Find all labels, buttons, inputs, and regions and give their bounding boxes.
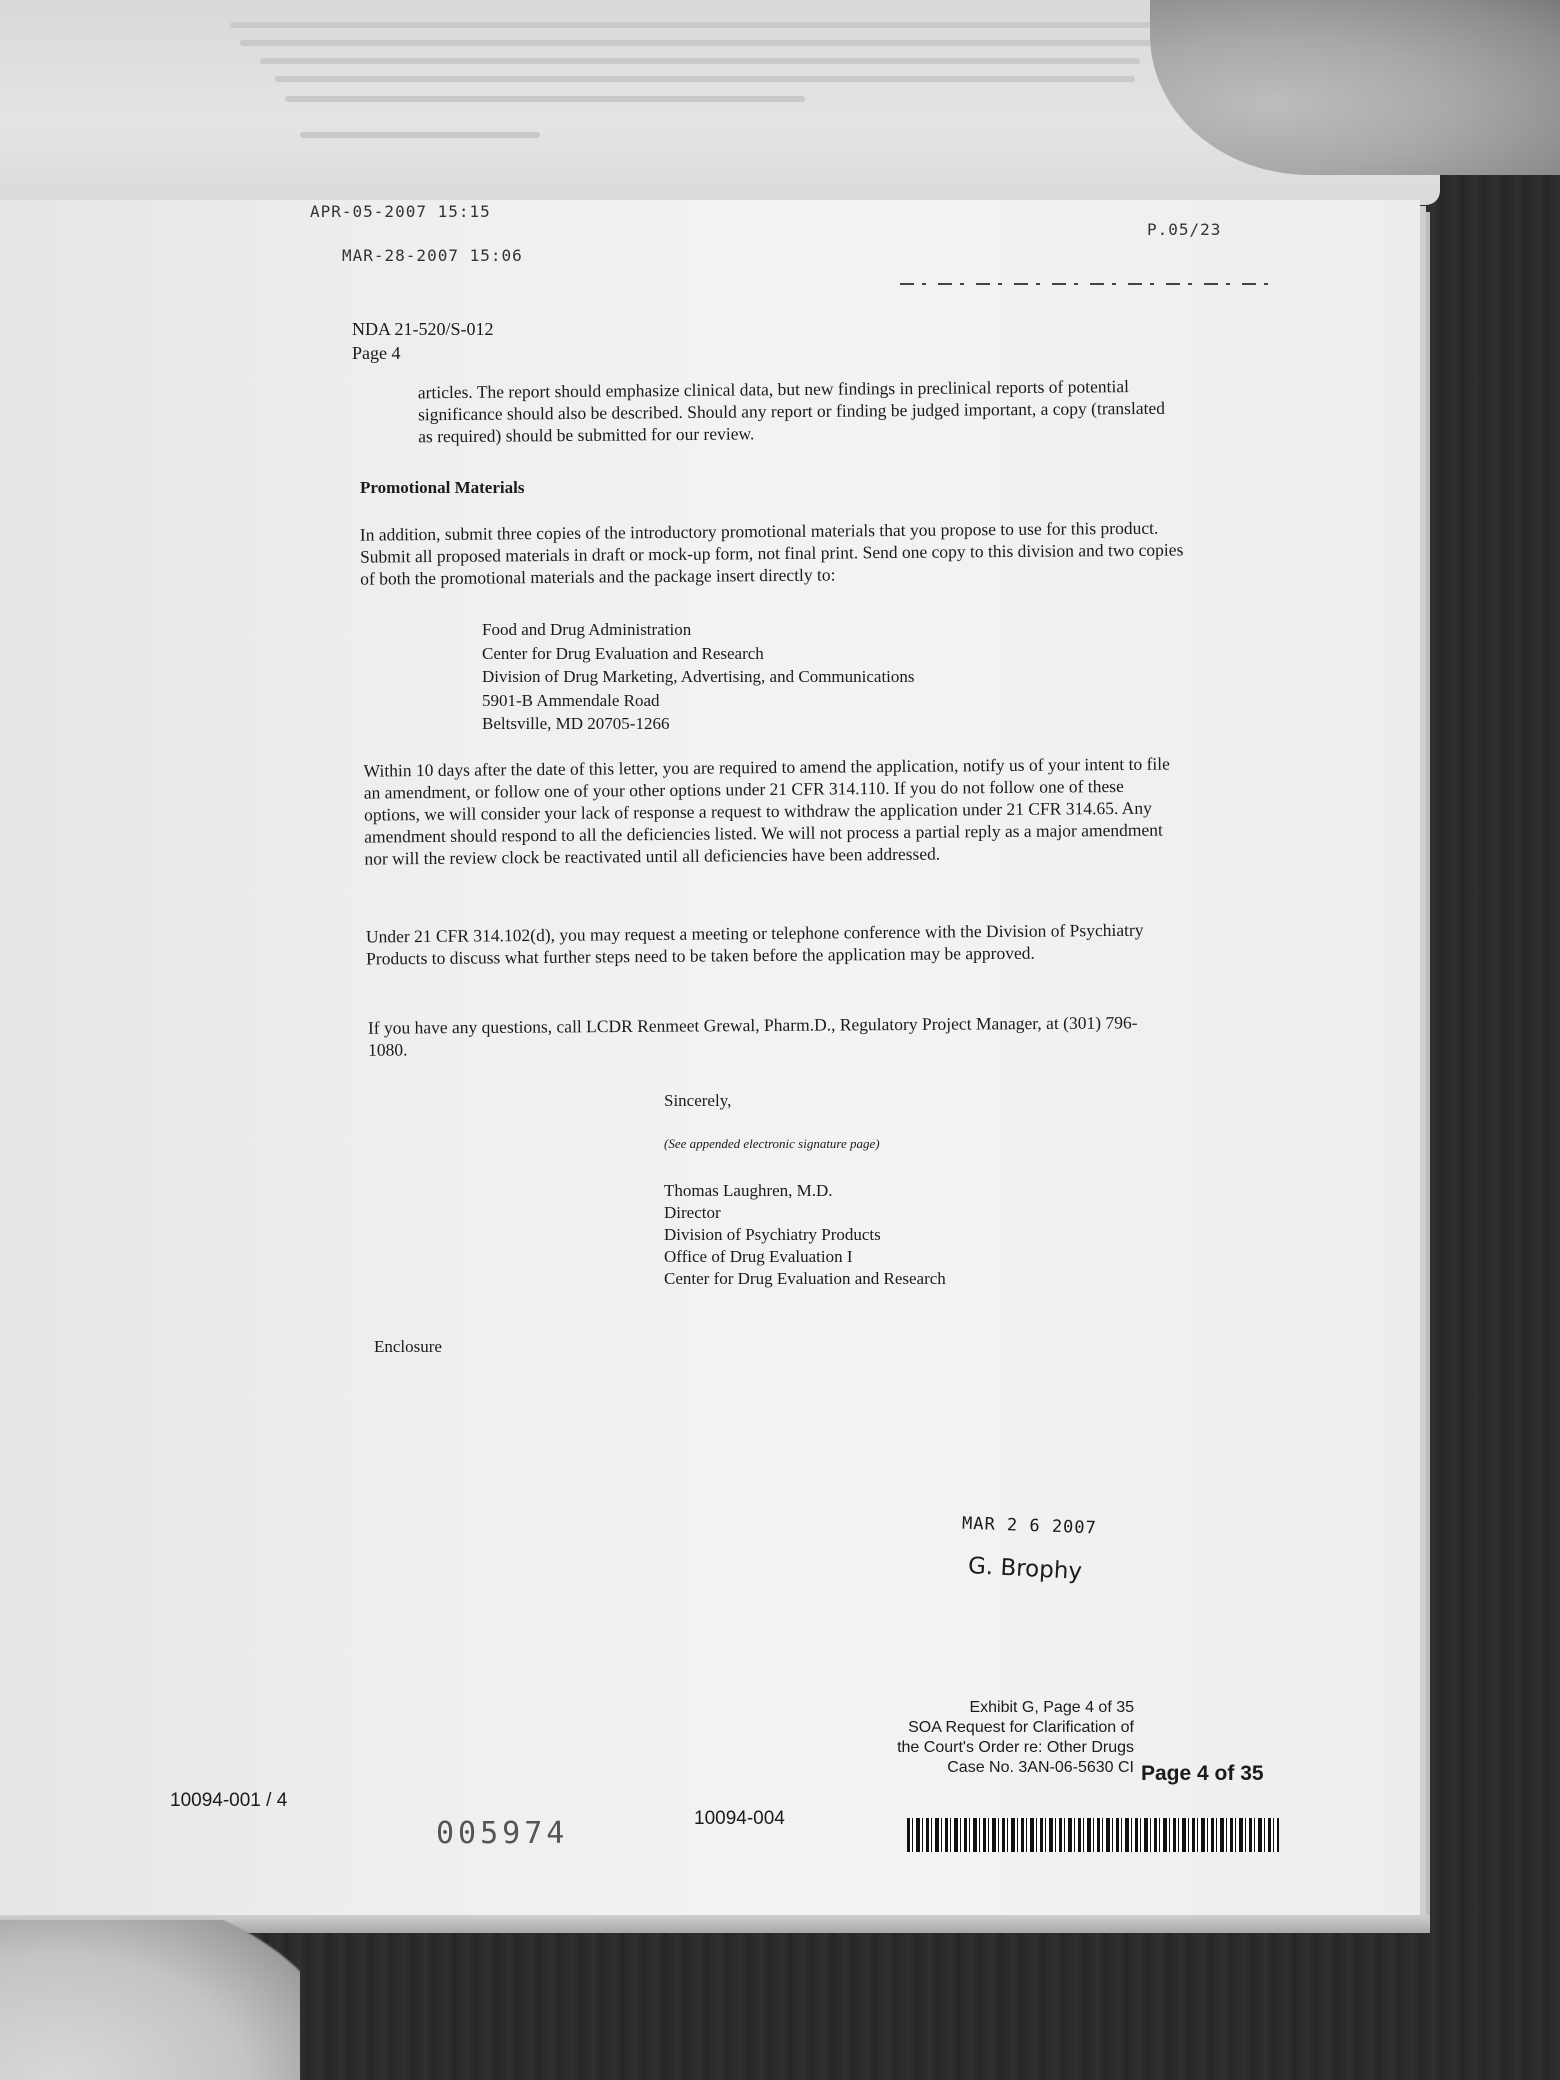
closing-sincerely: Sincerely,: [664, 1091, 732, 1110]
within-10-days-paragraph: Within 10 days after the date of this letter, you are required to amend the application, notify us of your intent to file an amendment, or follow one of your other options under 21 CFR 314.110. If you do not follow one of these options, we will consider your lack of response a request to withdraw the application under 21 CFR 314.65. Any amendment should respond to all the deficiencies listed. We will not process a partial reply as a major amendment nor will the review clock be reactivated until all deficiencies have been addressed.: [363, 753, 1170, 869]
promotional-paragraph: In addition, submit three copies of the introductory promotional materials that you propose to use for this product. Submit all proposed materials in draft or mock-up form, not final print. Send one copy to this division and two copies of both the promotional materials and the package insert directly to:: [359, 517, 1184, 589]
exhibit-line: SOA Request for Clarification of: [908, 1719, 1134, 1736]
exhibit-line: Case No. 3AN-06-5630 CI: [947, 1759, 1134, 1776]
electronic-signature-note: (See appended electronic signature page): [664, 1136, 880, 1151]
signatory-office: Office of Drug Evaluation I: [664, 1247, 853, 1266]
signatory-title: Director: [664, 1203, 721, 1222]
intro-paragraph: articles. The report should emphasize clinical data, but new findings in preclinical reports of potential significance should also be described. Should any report or finding be judged important, a copy (translated as required) should be submitted for our review.: [417, 376, 1166, 447]
footer-left-id: 10094-001 / 4: [170, 1790, 288, 1811]
fda-address-block: [482, 618, 915, 736]
enclosure-label: Enclosure: [374, 1337, 442, 1356]
barcode: [907, 1818, 1279, 1852]
exhibit-line: the Court's Order re: Other Drugs: [897, 1739, 1134, 1756]
address-line: Food and Drug Administration: [482, 620, 692, 639]
signatory-division: Division of Psychiatry Products: [664, 1225, 881, 1244]
nda-number: NDA 21-520/S-012: [352, 319, 494, 339]
address-line: Division of Drug Marketing, Advertising, and Communications: [482, 667, 915, 686]
document-page: [0, 200, 1420, 1920]
ghost-text-line: [275, 76, 1135, 82]
received-stamp-date: MAR 2 6 2007: [961, 1513, 1098, 1539]
signatory-center: Center for Drug Evaluation and Research: [664, 1269, 946, 1288]
signatory-block: [664, 1180, 946, 1290]
fax-header-page: P.05/23: [1147, 220, 1222, 239]
address-line: Center for Drug Evaluation and Research: [482, 643, 764, 663]
ghost-text-line: [240, 40, 1160, 46]
ghost-text-line: [230, 22, 1190, 28]
fax-header-date-2: MAR-28-2007 15:06: [342, 246, 523, 265]
meeting-request-paragraph: Under 21 CFR 314.102(d), you may request a meeting or telephone conference with the Division of Psychiatry Products to discuss what further steps need to be taken before the application may be approved.: [365, 919, 1144, 969]
exhibit-label-block: [850, 1698, 1134, 1778]
fax-header-date-1: APR-05-2007 15:15: [310, 202, 491, 221]
page-label: Page 4: [352, 343, 401, 363]
fax-rule-line: [900, 283, 1275, 285]
ghost-text-line: [285, 96, 805, 102]
signatory-name: Thomas Laughren, M.D.: [664, 1181, 833, 1200]
page-counter: Page 4 of 35: [1141, 1762, 1264, 1785]
address-line: Beltsville, MD 20705-1266: [482, 714, 670, 733]
footer-center-id: 10094-004: [694, 1808, 785, 1829]
ghost-text-line: [260, 58, 1140, 64]
exhibit-line: Exhibit G, Page 4 of 35: [969, 1699, 1134, 1716]
corner-object: [0, 1920, 300, 2080]
questions-paragraph: If you have any questions, call LCDR Renmeet Grewal, Pharm.D., Regulatory Project Manager, at (301) 796-1080.: [367, 1012, 1138, 1060]
received-stamp-name: G. Brophy: [967, 1553, 1083, 1585]
ghost-text-line: [300, 132, 540, 138]
promotional-materials-heading: Promotional Materials: [360, 478, 525, 497]
address-line: 5901-B Ammendale Road: [482, 690, 660, 710]
bates-number: 005974: [436, 1816, 569, 1851]
